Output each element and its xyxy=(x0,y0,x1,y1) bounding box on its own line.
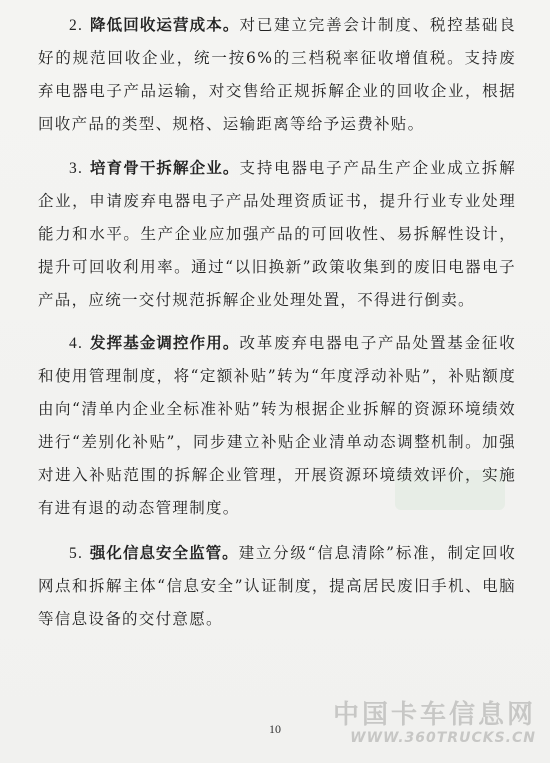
section-body: 改革废弃电器电子产品处置基金征收和使用管理制度，将“定额补贴”转为“年度浮动补贴”，补贴额度由向“清单内企业全标准补贴”转为根据企业拆解的资源环境绩效进行“差别化补贴”，同步建立补贴企业清单动态调整机制。加强对进入补贴范围的拆解企业管理，开展资源环境绩效评价，实施有进有退的动态管理制度。 xyxy=(38,334,516,517)
watermark-site-name: 中国卡车信息网 xyxy=(332,700,536,730)
section-heading: 发挥基金调控作用。 xyxy=(89,334,240,352)
section-heading: 培育骨干拆解企业。 xyxy=(89,159,240,177)
section-4-paragraph xyxy=(38,327,516,525)
watermark-url: WWW.360TRUCKS.CN xyxy=(350,730,536,746)
section-2-paragraph xyxy=(38,9,516,141)
section-number: 5. xyxy=(69,545,84,562)
section-3-paragraph xyxy=(38,152,516,317)
section-heading: 降低回收运营成本。 xyxy=(89,16,240,34)
section-number: 2. xyxy=(69,17,84,34)
section-body: 对已建立完善会计制度、税控基础良好的规范回收企业，统一按6%的三档税率征收增值税。支持废弃电器电子产品运输，对交售给正规拆解企业的回收企业，根据回收产品的类型、规格、运输距离等给予运费补贴。 xyxy=(38,16,516,133)
page-number: 10 xyxy=(269,722,281,736)
section-body: 建立分级“信息清除”标准，制定回收网点和拆解主体“信息安全”认证制度，提高居民废旧手机、电脑等信息设备的交付意愿。 xyxy=(38,544,517,628)
section-number: 3. xyxy=(69,160,84,177)
watermark xyxy=(333,702,536,745)
section-5-paragraph xyxy=(38,537,516,636)
section-heading: 强化信息安全监管。 xyxy=(89,544,239,562)
section-number: 4. xyxy=(69,335,84,352)
section-body: 支持电器电子产品生产企业成立拆解企业，申请废弃电器电子产品处理资质证书，提升行业专业处理能力和水平。生产企业应加强产品的可回收性、易拆解性设计，提升可回收利用率。通过“以旧换新”政策收集到的废旧电器电子产品，应统一交付规范拆解企业处理处置，不得进行倒卖。 xyxy=(38,159,516,309)
